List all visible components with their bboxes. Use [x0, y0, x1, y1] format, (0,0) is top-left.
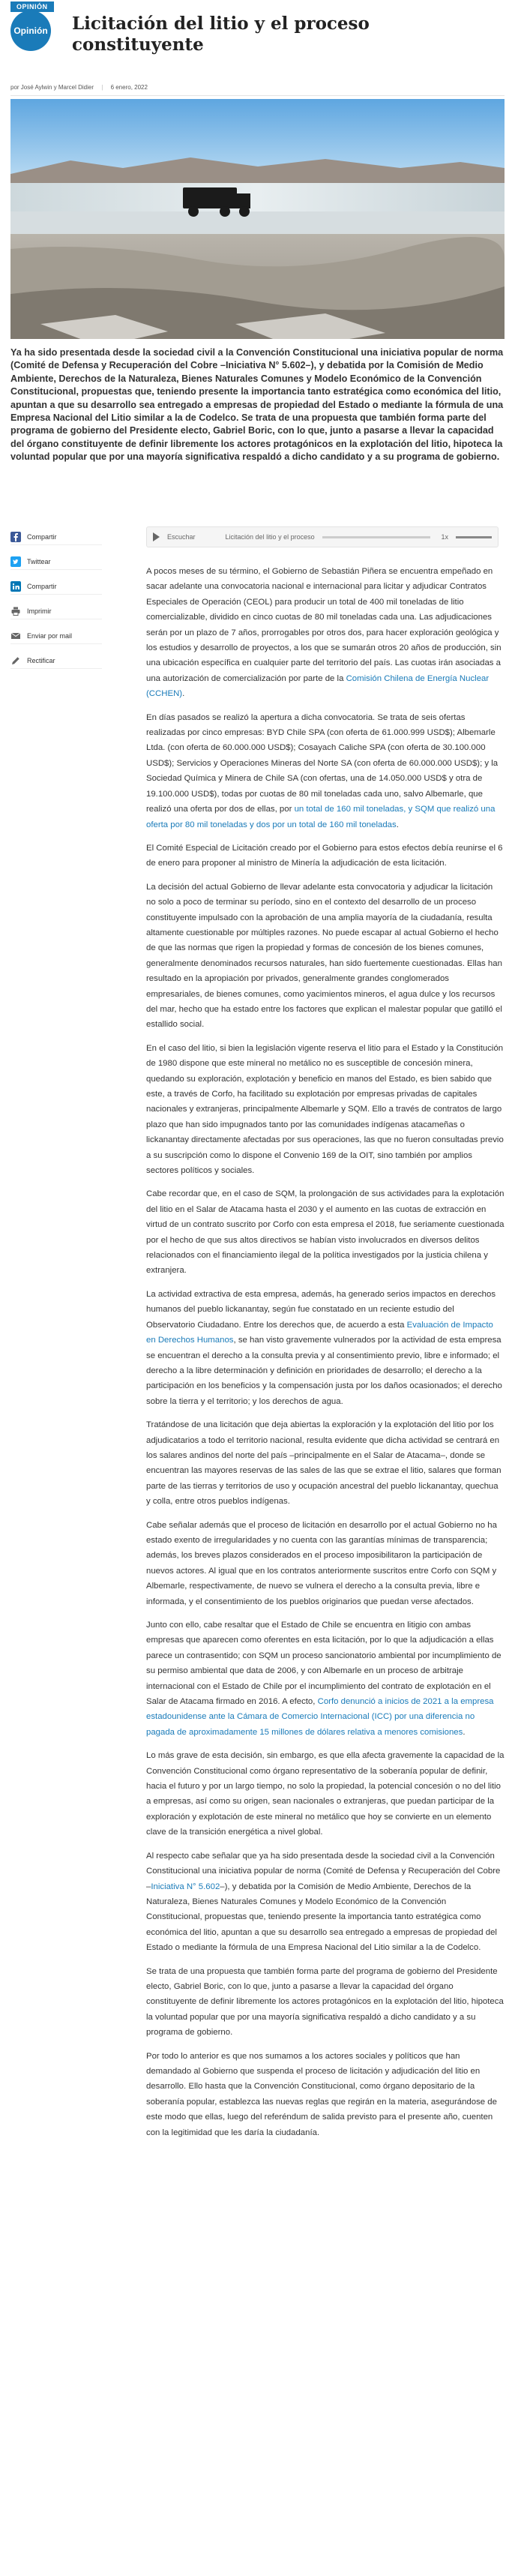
- paragraph-text: En días pasados se realizó la apertura a dicha convocatoria. Se trata de seis ofertas realizadas por cinco empresas: BYD Chile SPA (con oferta de 61.000.999 USD$); Albemarle Ltda. (con oferta de 60.000.000 USD$); Cosayach Caliche SPA (con oferta de 30.100.000 USD$); Servicios y Operaciones Mineras del Norte SA (con oferta de 60.000.000 USD$); y la Sociedad Química y Minera de Chile SA (con ofertas, una de 14.050.000 USD$ y otra de 19.100.000 USD$), todas por cuotas de 80 mil toneladas cada uno, salvo Albemarle, que realizó una oferta por dos de ellas, por: [146, 712, 499, 814]
- paragraph-text: En el caso del litio, si bien la legislación vigente reserva el litio para el Estado y la Constitución de 1980 dispone que este mineral no metálico no es susceptible de concesión minera, quedando su exploración, explotación y beneficio en manos del Estado, es bien sabido que este, a través de Corfo, ha facilitado su explotación por empresas privadas de capitales nacionales y extranjeras, principalmente Albemarle y SQM. Ello a través de contratos de largo plazo que han sido impugnados tanto por las comunidades indígenas atacameñas o lickanantay directamente afectadas por sus operaciones, las que no fueron consultadas previo a su suscripción como lo dispone el Convenio 169 de la OIT, sino también por amplios sectores políticos y sociales.: [146, 1043, 504, 1176]
- paragraph-text: Se trata de una propuesta que también forma parte del programa de gobierno del Presidente electo, Gabriel Boric, con lo que, junto a pasarse a llevar la capacidad del órgano constituyente de definir libremente los actores protagónicos en la explotación del litio, hipoteca la voluntad popular que por una mayoría significativa respaldó a dicho candidato y a su programa de gobierno.: [146, 1966, 504, 2038]
- article-paragraph: [146, 2049, 505, 2140]
- paragraph-text: .: [463, 1727, 466, 1737]
- mail-icon: [10, 631, 21, 641]
- paragraph-text: Tratándose de una licitación que deja abiertas la exploración y la explotación del litio por los adjudicatarios a todo el territorio nacional, resulta evidente que dicha actividad se centrará en los salares andinos del norte del país –principalmente en el Salar de Atacama–, donde se encuentran las mayores reservas de las sales de las que se extrae el litio, salares que forman parte de las tierras y territorios de uso y ocupación ancestral del pueblo lickanantay, quechua y colla, entre otros pueblos indígenas.: [146, 1420, 502, 1507]
- audio-title: Licitación del litio y el proceso: [225, 533, 315, 541]
- article-lead: Ya ha sido presentada desde la sociedad civil a la Convención Constitucional una iniciativa popular de norma (Comité de Defensa y Recuperación del Cobre –Iniciativa N° 5.602–), y debatida por la Comisión de Medio Ambiente, Derechos de la Naturaleza, Bienes Naturales Comunes y Modelo Económico de la Convención Constitucional, propuestas que, teniendo presente la importancia tanto estratégica como económica del litio, apuntan a que su desarrollo sea entregado a empresas de propiedad del Estado o mediante la fórmula de una Empresa Nacional del Litio similar a la de Codelco. Se trata de una propuesta que también forma parte del programa de gobierno del Presidente electo, Gabriel Boric, con lo que, junto a pasarse a llevar la capacidad del órgano constituyente de definir libremente los actores protagónicos en la explotación del litio, hipoteca la voluntad popular que por una mayoría significativa respaldó a dicho candidato y a su programa de gobierno.: [10, 347, 504, 462]
- article-paragraph: [146, 880, 505, 1033]
- article-paragraph: [146, 1417, 505, 1509]
- paragraph-text: Por todo lo anterior es que nos sumamos a los actores sociales y políticos que han demandado al Gobierno que suspenda el proceso de licitación y adjudicación del litio en desarrollo. Ello hasta que la Convención Constitucional, como órgano depositario de la soberanía popular, establezca las nuevas reglas que regirán en la materia, asegurándose de este modo que ellas, luego del referéndum de salida previsto para el presente año, cuenten con la legitimidad que les daría la ciudadanía.: [146, 2051, 497, 2137]
- share-facebook-button[interactable]: [10, 529, 102, 545]
- share-linkedin-label: Compartir: [27, 582, 57, 590]
- article-paragraph: [146, 1287, 505, 1409]
- paragraph-text: A pocos meses de su término, el Gobierno de Sebastián Piñera se encuentra empeñado en sacar adelante una convocatoria nacional e internacional para licitar y adjudicar Contratos Especiales de Operación (CEOL) para producir un total de 400 mil toneladas de litio comercializable, dividido en cinco cuotas de 80 mil toneladas cada una. Las adjudicaciones serán por un plazo de 7 años, prorrogables por otros dos, para hacer exploración geológica y los estudios y desarrollo de proyectos, a los que se sumarán otros 20 años de producción, sin una ubicación específica en cualquier parte del territorio del país. Las cuotas irán asociadas a una autorización de comercialización por parte de la: [146, 567, 502, 683]
- byline-date: 6 enero, 2022: [110, 84, 148, 91]
- paragraph-text: .: [396, 820, 399, 829]
- article-paragraph: [146, 1186, 505, 1278]
- article-paragraph: [146, 1041, 505, 1179]
- article-paragraph: [146, 564, 505, 702]
- paragraph-text: La decisión del actual Gobierno de llevar adelante esta convocatoria y adjudicar la licitación no solo a poco de terminar su período, sino en el contexto del desarrollo de un proceso constituyente impulsado con la aprobación de una amplia mayoría de la ciudadanía, resulta altamente cuestionable por múltiples razones. No puede escapar al actual Gobierno el hecho de que las normas que rigen la propiedad y formas de concesión de los bienes comunes, generalmente denominados recursos naturales, han sido fuertemente cuestionadas. Ellas han resultado en la apropiación por privados, generalmente grandes conglomerados empresariales, de bienes comunes, como yacimientos mineros, el agua dulce y los recursos del mar, hecho que ha estado entre los factores que explican el malestar popular que gatilló el estallido social.: [146, 882, 502, 1030]
- paragraph-text: Al respecto cabe señalar que ya ha sido presentada desde la sociedad civil a la Convención Constitucional una iniciativa popular de norma (Comité de Defensa y Recuperación del Cobre –: [146, 1851, 501, 1891]
- audio-progress-bar[interactable]: [322, 536, 431, 538]
- email-label: Enviar por mail: [27, 631, 73, 640]
- linkedin-icon: [10, 581, 21, 592]
- opinion-badge: Opinión: [10, 10, 51, 51]
- hero-image: [10, 99, 505, 339]
- article-paragraph: [146, 1748, 505, 1840]
- page-title: Licitación del litio y el proceso constituyente: [72, 13, 370, 55]
- tweet-button[interactable]: [10, 553, 102, 570]
- article-body: [146, 564, 505, 2149]
- share-facebook-label: Compartir: [27, 532, 57, 541]
- article-link[interactable]: Comisión Chilena de Energía Nuclear (CCHEN): [146, 673, 490, 699]
- volume-slider[interactable]: [456, 536, 492, 538]
- paragraph-text: Cabe señalar además que el proceso de licitación en desarrollo por el actual Gobierno no ha estado exento de irregularidades y no cuenta con las garantías mínimas de transparencia; además, los breves plazos considerados en el proceso imposibilitaron la participación de nuevos actores. Al igual que en los contratos anteriormente suscritos entre Corfo con SQM y Albemarle, respectivamente, de nuevo se vulnera el derecho a la consulta previa, libre e informada, y el consentimiento de los pueblos originarios que puedan verse afectados.: [146, 1520, 497, 1606]
- paragraph-text: Cabe recordar que, en el caso de SQM, la prolongación de sus actividades para la explotación del litio en el Salar de Atacama hasta el 2030 y el aumento en las cuotas de extracción en virtud de un contrato suscrito por Corfo con esta empresa el 2018, fue seriamente cuestionada por el hecho de que sus altos directivos se habían visto involucrados en diversos delitos relacionados con el financiamiento ilegal de la política investigados por la justicia chilena y extranjera.: [146, 1189, 505, 1276]
- share-linkedin-button[interactable]: [10, 578, 102, 595]
- paragraph-text: –), y debatida por la Comisión de Medio Ambiente, Derechos de la Naturaleza, Bienes Naturales Comunes y Modelo Económico de la Convención Constitucional, propuestas que, teniendo presente la importancia tanto estratégica como económica del litio, apuntan a que su desarrollo sea entregado a empresas de propiedad del Estado o mediante la fórmula de una Empresa Nacional del Litio similar a la de Codelco.: [146, 1882, 497, 1953]
- edit-icon: [10, 655, 21, 666]
- article-paragraph: [146, 710, 505, 832]
- article-paragraph: [146, 1849, 505, 1956]
- byline-separator: |: [101, 84, 103, 91]
- rectify-label: Rectificar: [27, 656, 55, 664]
- paragraph-text: , se han visto gravemente vulnerados por la actividad de esta empresa se encuentran el derecho a la consulta previa y al consentimiento previo, libre e informado; el derecho a la libre determinación y definición en prioridades de desarrollo; el derecho a la participación en los beneficios y la compensación justa por los daños ocasionados; el derecho sobre la tierra y el territorio; y los derechos de agua.: [146, 1336, 502, 1406]
- audio-player: [146, 526, 499, 547]
- article-link[interactable]: Evaluación de Impacto en Derechos Humanos: [146, 1320, 493, 1345]
- play-icon[interactable]: [153, 532, 160, 541]
- paragraph-text: El Comité Especial de Licitación creado por el Gobierno para estos efectos debía reunirse el 6 de enero para proponer al ministro de Minería la adjudicación de esta licitación.: [146, 843, 503, 868]
- article-paragraph: [146, 1618, 505, 1740]
- byline-visible: [10, 84, 505, 96]
- article-link[interactable]: un total de 160 mil toneladas, y SQM que realizó una oferta por 80 mil toneladas y dos por un total de 160 mil toneladas: [146, 805, 496, 829]
- paragraph-text: La actividad extractiva de esta empresa, además, ha generado serios impactos en derechos humanos del pueblo lickanantay, según fue constatado en un reciente estudio del Observatorio Ciudadano. Entre los derechos que, de acuerdo a esta: [146, 1289, 496, 1330]
- paragraph-text: Lo más grave de esta decisión, sin embargo, es que ella afecta gravemente la capacidad de la Convención Constitucional como órgano representativo de la soberanía popular de definir, hacia el futuro y por un largo tiempo, no solo la propiedad, la potencial concesión o no del litio a empresas, así como su origen, sean nacionales o extranjeras, que puedan participar de la exploración y explotación de este mineral no metálico que hoy se convierte en un elemento clave de la transición energética a nivel global.: [146, 1751, 505, 1837]
- article-paragraph: [146, 841, 505, 871]
- paragraph-text: Junto con ello, cabe resaltar que el Estado de Chile se encuentra en litigio con ambas empresas que aparecen como oferentes en esta licitación, por lo que la adjudicación a ellas parece un contrasentido; con SQM un proceso sancionatorio ambiental por incumplimiento de su permiso ambiental que data de 2006, y con Albemarle en un proceso de arbitraje internacional con el Estado de Chile por el incumplimiento del contrato de explotación en el Salar de Atacama firmado en 2016. A efecto,: [146, 1621, 502, 1707]
- audio-speed[interactable]: 1x: [441, 533, 448, 541]
- article-paragraph: [146, 1964, 505, 2041]
- print-button[interactable]: [10, 603, 102, 619]
- rectify-button[interactable]: [10, 652, 102, 669]
- email-button[interactable]: [10, 628, 102, 644]
- share-toolbar: [10, 529, 102, 677]
- facebook-icon: [10, 532, 21, 542]
- print-label: Imprimir: [27, 607, 52, 615]
- tweet-label: Twittear: [27, 557, 51, 565]
- paragraph-text: .: [182, 689, 185, 699]
- section-tag[interactable]: OPINIÓN: [10, 1, 54, 12]
- article-paragraph: [146, 1518, 505, 1609]
- lithium-mine-photo: [10, 99, 505, 339]
- article-link[interactable]: Corfo denunció a inicios de 2021 a la empresa estadounidense ante la Cámara de Comercio Internacional (ICC) por una diferencia no pagada de aproximadamente 15 millones de dólares relativa a menores comisiones: [146, 1697, 494, 1737]
- article-link[interactable]: Iniciativa N° 5.602: [151, 1882, 220, 1891]
- audio-listen-label: Escuchar: [167, 533, 196, 541]
- print-icon: [10, 606, 21, 616]
- byline-authors: por José Aylwin y Marcel Didier: [10, 84, 94, 91]
- twitter-icon: [10, 556, 21, 567]
